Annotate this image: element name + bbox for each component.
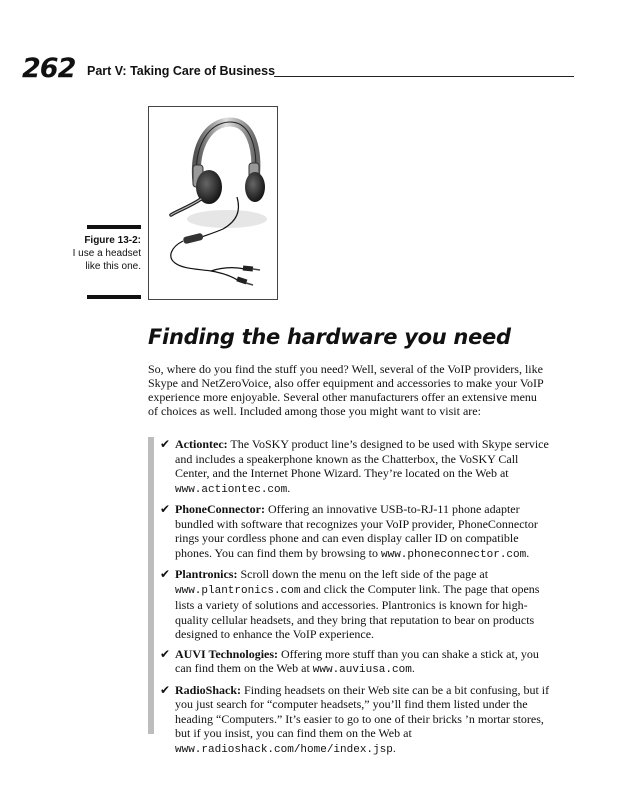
figure-caption-text: I use a headset like this one. (72, 248, 141, 272)
page-number: 262 (22, 53, 76, 84)
figure-image (148, 106, 278, 300)
list-item-text: Offering an innovative USB-to-RJ-11 phone adapter bundled with software that recognizes your VoIP provider, PhoneConnector rings your cordless phone and can even display caller ID on compatible phones. You can find them by browsing to (175, 502, 538, 560)
caption-top-rule (87, 225, 141, 229)
page-header (22, 54, 552, 84)
list-item-text: Scroll down the menu on the left side of the page at (237, 567, 489, 581)
check-mark-icon: ✔ (160, 682, 171, 697)
list-item (160, 647, 555, 678)
list-item-term: PhoneConnector: (175, 502, 265, 516)
list-item-text: The VoSKY product line’s designed to be used with Skype service and includes a speakerphone known as the Chatterbox, the VoSKY Call Center, and the Internet Phone Wizard. They’re located on the Web at (175, 437, 549, 480)
list-item-url: www.actiontec.com (175, 483, 288, 496)
list-item-after: and click the Computer link. The page that opens lists a variety of solutions and accessories. Plantronics is known for high-quality cellular headsets, and they bring that reputation to bear on products designed to enhance the VoIP experience. (175, 581, 540, 641)
list-item-url: www.plantronics.com (175, 584, 301, 597)
check-mark-icon: ✔ (160, 437, 171, 451)
intro-paragraph: So, where do you find the stuff you need? Well, several of the VoIP providers, like Skype and NetZeroVoice, also offer equipment and accessories to make your VoIP experience more enjoyable. Several other manufacturers offer an extensive menu of choices as well. Included among those you might want to visit are: (148, 362, 544, 418)
list-item-url: www.radioshack.com/home/index.jsp (175, 743, 393, 756)
list-item-after: . (287, 480, 291, 495)
list-item-term: RadioShack: (175, 682, 242, 697)
header-rule (274, 76, 574, 77)
caption-bottom-rule (87, 295, 141, 299)
list-item (160, 437, 555, 497)
list-item-term: AUVI Technologies: (175, 646, 279, 661)
check-mark-icon: ✔ (160, 567, 171, 581)
check-mark-icon: ✔ (160, 502, 171, 516)
figure-label: Figure 13-2: (84, 235, 141, 246)
list-item-after: . (526, 545, 530, 560)
list-item-url: www.auviusa.com (312, 664, 412, 676)
list-item-after: . (411, 661, 415, 675)
list-item-text: Finding headsets on their Web site can be a bit confusing, but if you just search for “computer headsets,” you’ll find them listed under the heading “Computers.” It’s easier to go to one of their bricks ’n mortar stores, but if you insist, you can find them on the Web at (175, 682, 550, 740)
headset-icon (149, 107, 277, 299)
figure-caption (60, 234, 141, 273)
list-item (160, 683, 555, 758)
list-item (160, 502, 555, 562)
list-item-term: Plantronics: (175, 567, 238, 581)
list-item-term: Actiontec: (175, 437, 228, 451)
list-item-after: . (392, 740, 396, 755)
running-head: Part V: Taking Care of Business (87, 64, 276, 78)
list-item (160, 567, 555, 642)
list-item-text: Offering more stuff than you can shake a stick at, you can find them on the Web at (175, 646, 539, 675)
section-heading: Finding the hardware you need (148, 325, 511, 349)
list-item-url: www.phoneconnector.com (381, 548, 527, 561)
vendor-list (160, 437, 555, 762)
bullet-list-bar (148, 437, 154, 734)
check-mark-icon: ✔ (160, 646, 171, 661)
